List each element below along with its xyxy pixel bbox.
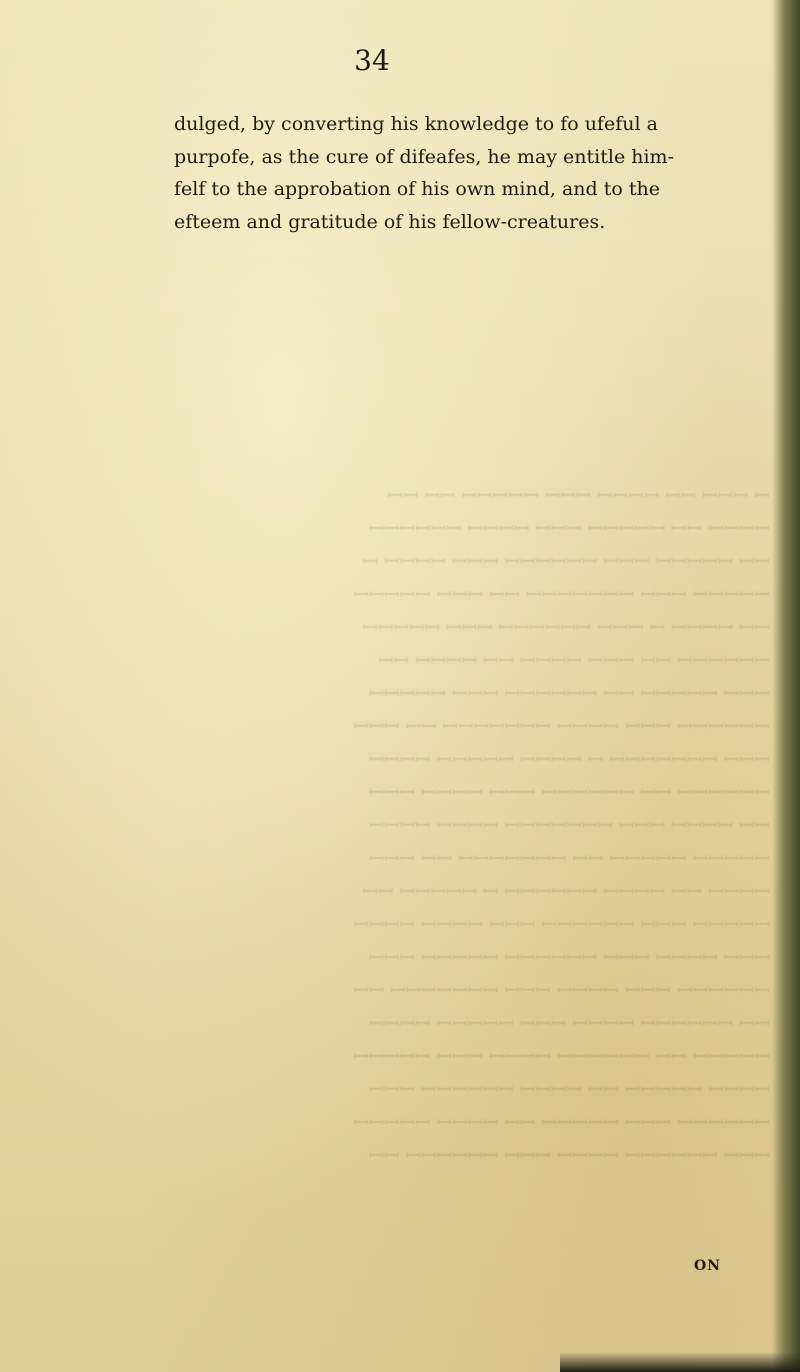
binding-edge — [772, 0, 800, 1372]
text-line: felf to the approbation of his own mind, and to the — [174, 178, 660, 200]
body-text — [174, 108, 734, 238]
show-through-text: ꟷ ꟷꟷꟷ ꟷꟷ ꟷꟷꟷꟷ ꟷꟷꟷ ꟷꟷꟷꟷꟷ ꟷꟷ ꟷꟷ ꟷꟷꟷꟷ ꟷꟷ ꟷꟷꟷꟷꟷ ꟷꟷꟷ ꟷꟷꟷꟷ ꟷꟷꟷꟷꟷꟷ ꟷꟷ ꟷꟷꟷꟷꟷ ꟷꟷꟷ ꟷꟷꟷꟷꟷꟷ ꟷꟷꟷ ꟷꟷꟷꟷ ꟷ ꟷꟷꟷꟷꟷ ꟷꟷꟷ ꟷꟷꟷꟷꟷꟷꟷ ꟷꟷ ꟷꟷꟷ ꟷꟷꟷꟷꟷ ꟷꟷ ꟷꟷꟷꟷ ꟷ ꟷꟷꟷ ꟷꟷꟷꟷꟷꟷ ꟷꟷꟷ ꟷꟷꟷꟷꟷ ꟷꟷꟷꟷꟷꟷ ꟷꟷ ꟷꟷꟷ ꟷꟷꟷꟷ ꟷꟷ ꟷꟷꟷꟷ ꟷꟷ ꟷꟷꟷ ꟷꟷꟷꟷꟷ ꟷꟷ ꟷꟷꟷꟷꟷꟷ ꟷꟷꟷ ꟷꟷꟷꟷꟷ ꟷꟷꟷꟷꟷꟷ ꟷꟷꟷ ꟷꟷꟷꟷ ꟷꟷꟷꟷꟷꟷꟷ ꟷꟷ ꟷꟷꟷ ꟷꟷꟷ ꟷꟷꟷꟷꟷꟷꟷ ꟷ ꟷꟷꟷꟷ ꟷꟷꟷꟷꟷ ꟷꟷꟷꟷ ꟷꟷꟷꟷꟷꟷ ꟷꟷ ꟷꟷꟷꟷꟷꟷ ꟷꟷꟷ ꟷꟷꟷꟷ ꟷꟷꟷ ꟷꟷ ꟷꟷꟷꟷ ꟷꟷꟷ ꟷꟷꟷꟷꟷꟷꟷ ꟷꟷꟷꟷ ꟷꟷꟷꟷ ꟷꟷꟷꟷꟷ ꟷꟷꟷꟷꟷ ꟷꟷ ꟷꟷꟷꟷꟷꟷꟷ ꟷꟷ ꟷꟷꟷ ꟷꟷꟷꟷ ꟷꟷ ꟷꟷꟷꟷ ꟷꟷꟷꟷꟷꟷ ꟷ ꟷꟷꟷꟷꟷ ꟷꟷ ꟷꟷꟷꟷꟷ ꟷꟷꟷ ꟷꟷꟷꟷꟷꟷ ꟷꟷꟷ ꟷꟷꟷꟷ ꟷꟷꟷꟷ ꟷꟷꟷ ꟷꟷꟷꟷ ꟷꟷꟷ ꟷꟷꟷꟷꟷꟷ ꟷꟷꟷꟷꟷ ꟷꟷꟷ ꟷꟷꟷꟷꟷꟷ ꟷꟷꟷ ꟷꟷꟷꟷ ꟷꟷꟷ ꟷꟷꟷꟷꟷꟷꟷ ꟷꟷ ꟷꟷ ꟷꟷꟷꟷꟷꟷ ꟷꟷꟷꟷ ꟷꟷꟷ ꟷꟷꟷꟷꟷ ꟷꟷꟷꟷ ꟷꟷꟷꟷꟷ ꟷꟷ ꟷꟷꟷꟷꟷꟷ ꟷꟷꟷꟷ ꟷꟷꟷ ꟷꟷꟷꟷꟷ ꟷꟷꟷꟷ ꟷꟷꟷꟷꟷ ꟷꟷ ꟷꟷꟷꟷ ꟷꟷꟷꟷꟷꟷ ꟷꟷꟷ ꟷꟷꟷꟷꟷꟷ ꟷꟷꟷ ꟷꟷꟷꟷꟷ ꟷꟷ ꟷꟷꟷꟷ ꟷꟷꟷꟷꟷ ꟷꟷꟷ ꟷꟷꟷꟷꟷꟷ ꟷꟷꟷꟷ ꟷꟷꟷ ꟷꟷꟷꟷꟷꟷ ꟷꟷ — [353, 485, 770, 1167]
text-line: purpofe, as the cure of difeafes, he may entitle him- — [174, 145, 674, 168]
catchword: ON — [694, 1258, 721, 1274]
page-number: 34 — [354, 44, 390, 77]
text-line: efteem and gratitude of his fellow-creatures. — [174, 210, 606, 233]
text-line: dulged, by converting his knowledge to fo ufeful a — [174, 113, 658, 135]
page-bottom-edge — [560, 1352, 800, 1372]
